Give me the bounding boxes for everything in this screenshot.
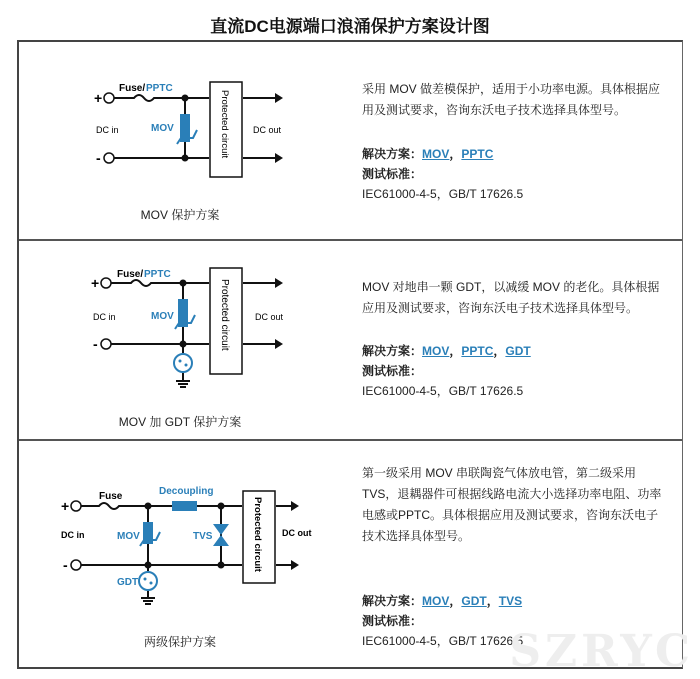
scheme-row-mov-gdt [19, 239, 682, 439]
standard-value: IEC61000-4-5，GB/T 17626.5 [362, 187, 524, 201]
standard-value: IEC61000-4-5，GB/T 17626.5 [362, 634, 524, 648]
mov-label: MOV [151, 311, 174, 322]
scheme-description: MOV 对地串一颗 GDT，以减缓 MOV 的老化。具体根据应用及测试要求，咨询东沃电子技术选择具体型号。 [362, 280, 660, 315]
input-terminal-minus [101, 339, 111, 349]
standard-label: 测试标准： [362, 364, 423, 378]
fuse-label: Fuse [99, 491, 123, 502]
scheme-caption: MOV 加 GDT 保护方案 [118, 415, 242, 429]
mov-label: MOV [117, 531, 140, 542]
solution-block: 解决方案：MOV，PPTC，GDT 测试标准： IEC61000-4-5，GB/T 17626.5 [362, 341, 531, 401]
dc-out-label: DC out [282, 528, 312, 538]
gdt-component [139, 572, 157, 590]
tvs-label: TVS [193, 531, 213, 542]
pptc-label: PPTC [144, 269, 171, 280]
link-gdt[interactable]: GDT [461, 594, 487, 608]
link-pptc[interactable]: PPTC [461, 147, 494, 161]
standard-label: 测试标准： [362, 614, 423, 628]
gdt-label: GDT [117, 577, 139, 588]
solution-label: 解决方案： [362, 147, 423, 161]
input-terminal-plus [71, 501, 81, 511]
gdt-component [174, 354, 192, 372]
protected-circuit-label: Protected circuit [252, 497, 263, 572]
decoupling-label: Decoupling [159, 486, 214, 497]
standard-label: 测试标准： [362, 167, 423, 181]
dc-out-label: DC out [255, 312, 284, 322]
solution-label: 解决方案： [362, 344, 423, 358]
scheme-caption: MOV 保护方案 [140, 208, 220, 222]
dc-in-label: DC in [61, 530, 85, 540]
svg-text:-: - [93, 336, 98, 352]
scheme-description: 第一级采用 MOV 串联陶瓷气体放电管，第二级采用 TVS，退耦器件可根据线路电流大小选择功率电阻、功率电感或PPTC。具体根据应用及测试要求，咨询东沃电子技术选择具体型号。 [362, 466, 662, 543]
scheme-description: 采用 MOV 做差模保护，适用于小功率电源。具体根据应用及测试要求，咨询东沃电子技术选择具体型号。 [362, 82, 661, 117]
scheme-row-mov [19, 42, 682, 239]
dc-out-label: DC out [253, 125, 282, 135]
input-terminal-minus [104, 153, 114, 163]
solution-block: 解决方案：MOV，GDT，TVS 测试标准： IEC61000-4-5，GB/T 17626.5 [362, 591, 523, 651]
input-terminal-minus [71, 560, 81, 570]
fuse-label: Fuse/ [117, 269, 144, 280]
mov-label: MOV [151, 123, 174, 134]
pptc-label: PPTC [146, 83, 173, 94]
input-terminal-plus [104, 93, 114, 103]
fuse-label: Fuse/ [119, 83, 146, 94]
plus-sign: + [94, 90, 103, 106]
circuit-diagram-mov-gdt [19, 241, 359, 441]
link-pptc[interactable]: PPTC [461, 344, 494, 358]
svg-text:-: - [63, 557, 68, 573]
solution-label: 解决方案： [362, 594, 423, 608]
tvs-component [213, 524, 229, 546]
solution-block: 解决方案：MOV，PPTC 测试标准： IEC61000-4-5，GB/T 17626.5 [362, 144, 523, 204]
dc-in-label: DC in [96, 125, 119, 135]
link-mov[interactable]: MOV [422, 344, 450, 358]
link-tvs[interactable]: TVS [498, 594, 523, 608]
watermark: SZRYC [509, 626, 694, 677]
protected-circuit-label: Protected circuit [219, 279, 230, 351]
link-mov[interactable]: MOV [422, 147, 450, 161]
scheme-table [17, 40, 683, 669]
decoupling-component [172, 501, 197, 511]
input-terminal-plus [101, 278, 111, 288]
link-mov[interactable]: MOV [422, 594, 450, 608]
svg-text:+: + [61, 498, 70, 514]
protected-circuit-label: Protected circuit [219, 90, 230, 159]
scheme-caption: 两级保护方案 [143, 635, 216, 649]
standard-value: IEC61000-4-5，GB/T 17626.5 [362, 384, 524, 398]
minus-sign: - [96, 150, 101, 166]
wires [111, 280, 281, 387]
svg-text:+: + [91, 275, 100, 291]
dc-in-label: DC in [93, 312, 116, 322]
page-title: 直流DC电源端口浪涌保护方案设计图 [210, 17, 490, 36]
link-gdt[interactable]: GDT [505, 344, 531, 358]
